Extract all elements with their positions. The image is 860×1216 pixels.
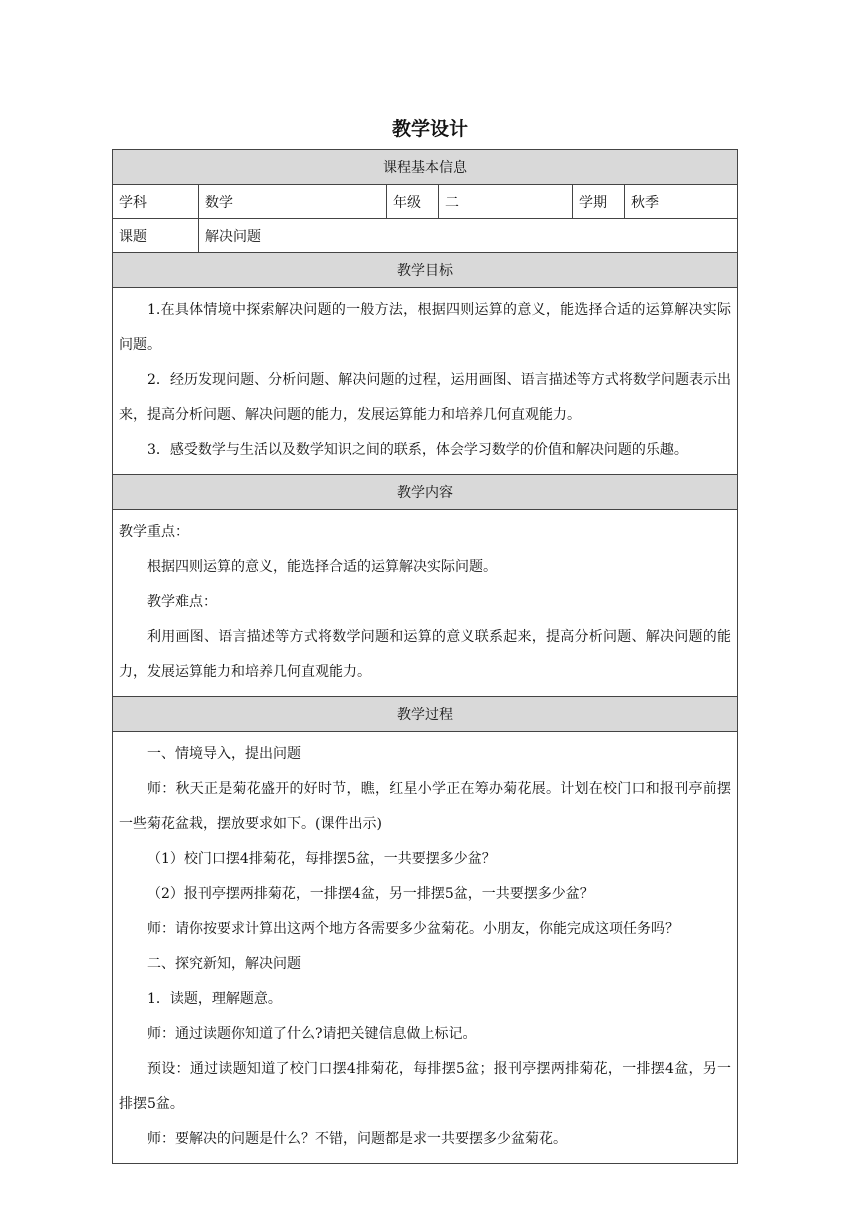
topic-value: 解决问题 — [199, 219, 738, 253]
content-header-row — [113, 475, 738, 510]
document-title: 教学设计 — [391, 118, 468, 140]
process-paragraph: 师：秋天正是菊花盛开的好时节，瞧，红星小学正在筹办菊花展。计划在校门口和报刊亭前摆一些菊花盆栽，摆放要求如下。(课件出示) — [119, 781, 732, 832]
difficulty-label: 教学难点： — [147, 594, 217, 610]
difficulty-text: 利用画图、语言描述等方式将数学问题和运算的意义联系起来，提高分析问题、解决问题的能力，发展运算能力和培养几何直观能力。 — [119, 629, 732, 680]
objectives-cell — [113, 288, 738, 475]
basic-info-header-row — [113, 150, 738, 185]
objective-item: 3．感受数学与生活以及数学知识之间的联系，体会学习数学的价值和解决问题的乐趣。 — [147, 442, 688, 458]
process-paragraph: 师：要解决的问题是什么？不错，问题都是求一共要摆多少盆菊花。 — [147, 1131, 567, 1147]
grade-value: 二 — [439, 185, 573, 219]
subject-label: 学科 — [113, 185, 199, 219]
process-paragraph: 二、探究新知，解决问题 — [147, 956, 301, 972]
basic-info-header: 课程基本信息 — [113, 150, 738, 185]
objective-item: 1.在具体情境中探索解决问题的一般方法，根据四则运算的意义，能选择合适的运算解决实际问题。 — [119, 302, 732, 353]
process-row — [113, 732, 738, 1164]
grade-label: 年级 — [387, 185, 439, 219]
process-paragraph: （1）校门口摆4排菊花，每排摆5盆，一共要摆多少盆？ — [147, 851, 496, 867]
term-value: 秋季 — [625, 185, 738, 219]
topic-label: 课题 — [113, 219, 199, 253]
process-paragraph: 师：通过读题你知道了什么?请把关键信息做上标记。 — [147, 1026, 477, 1042]
process-paragraph: 1．读题，理解题意。 — [147, 991, 282, 1007]
objectives-header: 教学目标 — [113, 253, 738, 288]
process-paragraph: （2）报刊亭摆两排菊花，一排摆4盆，另一排摆5盆，一共要摆多少盆？ — [147, 886, 594, 902]
process-cell — [113, 732, 738, 1164]
term-label: 学期 — [573, 185, 625, 219]
subject-row — [113, 185, 738, 219]
content-header: 教学内容 — [113, 475, 738, 510]
subject-value: 数学 — [199, 185, 387, 219]
process-paragraph: 预设：通过读题知道了校门口摆4排菊花，每排摆5盆；报刊亭摆两排菊花，一排摆4盆，另一排摆5盆。 — [119, 1061, 732, 1112]
content-row — [113, 510, 738, 697]
process-paragraph: 一、情境导入，提出问题 — [147, 746, 301, 762]
process-header: 教学过程 — [113, 697, 738, 732]
topic-row — [113, 219, 738, 253]
objectives-header-row — [113, 253, 738, 288]
key-point-text: 根据四则运算的意义，能选择合适的运算解决实际问题。 — [147, 559, 497, 575]
objectives-row — [113, 288, 738, 475]
process-paragraph: 师：请你按要求计算出这两个地方各需要多少盆菊花。小朋友，你能完成这项任务吗？ — [147, 921, 679, 937]
process-header-row — [113, 697, 738, 732]
lesson-plan-table — [112, 149, 738, 1164]
objective-item: 2．经历发现问题、分析问题、解决问题的过程，运用画图、语言描述等方式将数学问题表示出来，提高分析问题、解决问题的能力，发展运算能力和培养几何直观能力。 — [119, 372, 732, 423]
key-point-label: 教学重点： — [119, 524, 189, 540]
content-cell — [113, 510, 738, 697]
